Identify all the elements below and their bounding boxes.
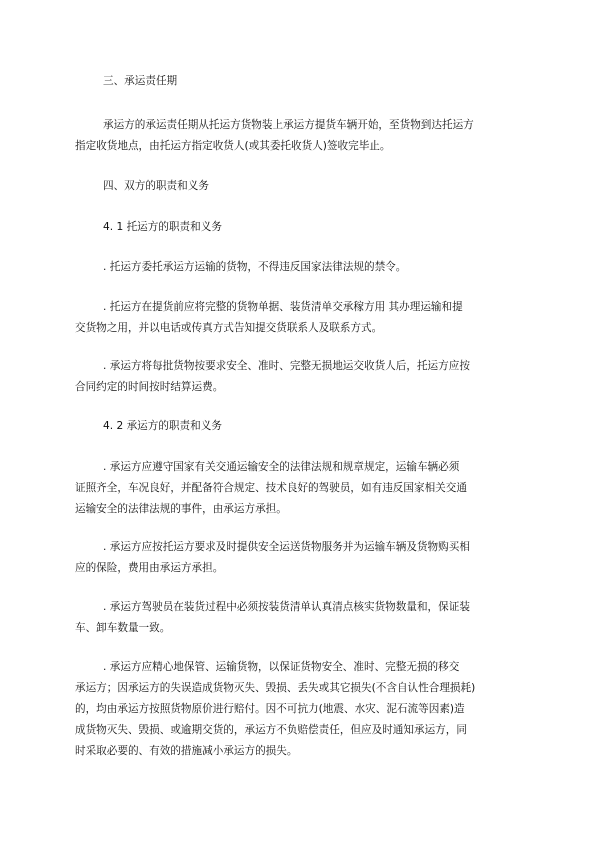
paragraph-3-1-line-1: 承运方的承运责任期从托运方货物装上承运方提货车辆开始，至货物到达托运方 xyxy=(103,119,474,131)
paragraph-4-2-b-line-1: . 承运方应按托运方要求及时提供安全运送货物服务并为运输车辆及货物购买相 xyxy=(103,541,470,553)
paragraph-4-2-a-line-2: 证照齐全，车况良好，并配备符合规定、技术良好的驾驶员，如有违反国家相关交通 xyxy=(75,482,467,494)
paragraph-4-1-b-line-2: 交货物之用，并以电话或传真方式告知提交货联系人及联系方式。 xyxy=(75,322,383,334)
paragraph-4-1-b-line-1: . 托运方在提货前应将完整的货物单据、装货清单交承稼方用 其办理运输和提 xyxy=(103,301,463,313)
paragraph-4-2-d-line-1: . 承运方应精心地保管、运输货物，以保证货物安全、准时、完整无损的移交 xyxy=(103,661,460,673)
paragraph-4-2-a-line-1: . 承运方应遵守国家有关交通运输安全的法律法规和规章规定，运输车辆必须 xyxy=(103,461,460,473)
subsection-heading-4-2: 4. 2 承运方的职责和义务 xyxy=(103,420,222,432)
paragraph-4-2-c-line-1: . 承运方驾驶员在装货过程中必须按装货清单认真清点核实货物数量和，保证装 xyxy=(103,601,470,613)
paragraph-3-1-line-2: 指定收货地点，由托运方指定收货人(或其委托收货人)签收完毕止。 xyxy=(75,140,391,152)
paragraph-4-2-a-line-3: 运输安全的法律法规的事件，由承运方承担。 xyxy=(75,503,287,515)
paragraph-4-1-a: . 托运方委托承运方运输的货物，不得违反国家法律法规的禁令。 xyxy=(103,261,407,273)
paragraph-4-1-c-line-2: 合同约定的时间按时结算运费。 xyxy=(75,381,224,393)
paragraph-4-2-b-line-2: 应的保险，费用由承运方承担。 xyxy=(75,562,224,574)
section-heading-3: 三、承运责任期 xyxy=(103,75,178,87)
paragraph-4-2-c-line-2: 车、卸车数量一致。 xyxy=(75,622,171,634)
section-heading-4: 四、双方的职责和义务 xyxy=(103,180,209,192)
paragraph-4-2-d-line-5: 时采取必要的、有效的措施减小承运方的损失。 xyxy=(75,745,298,757)
paragraph-4-2-d-line-4: 成货物灭失、毁损、或逾期交货的，承运方不负赔偿责任，但应及时通知承运方，同 xyxy=(75,724,467,736)
paragraph-4-2-d-line-2: 承运方；因承运方的失误造成货物灭失、毁损、丢失或其它损失(不含自认性合理损耗) xyxy=(75,682,476,694)
paragraph-4-2-d-line-3: 的，均由承运方按照货物原价进行赔付。因不可抗力(地震、水灾、泥石流等因素)造 xyxy=(75,703,465,715)
paragraph-4-1-c-line-1: . 承运方将每批货物按要求安全、准时、完整无损地运交收货人后，托运方应按 xyxy=(103,360,470,372)
subsection-heading-4-1: 4. 1 托运方的职责和义务 xyxy=(103,221,222,233)
